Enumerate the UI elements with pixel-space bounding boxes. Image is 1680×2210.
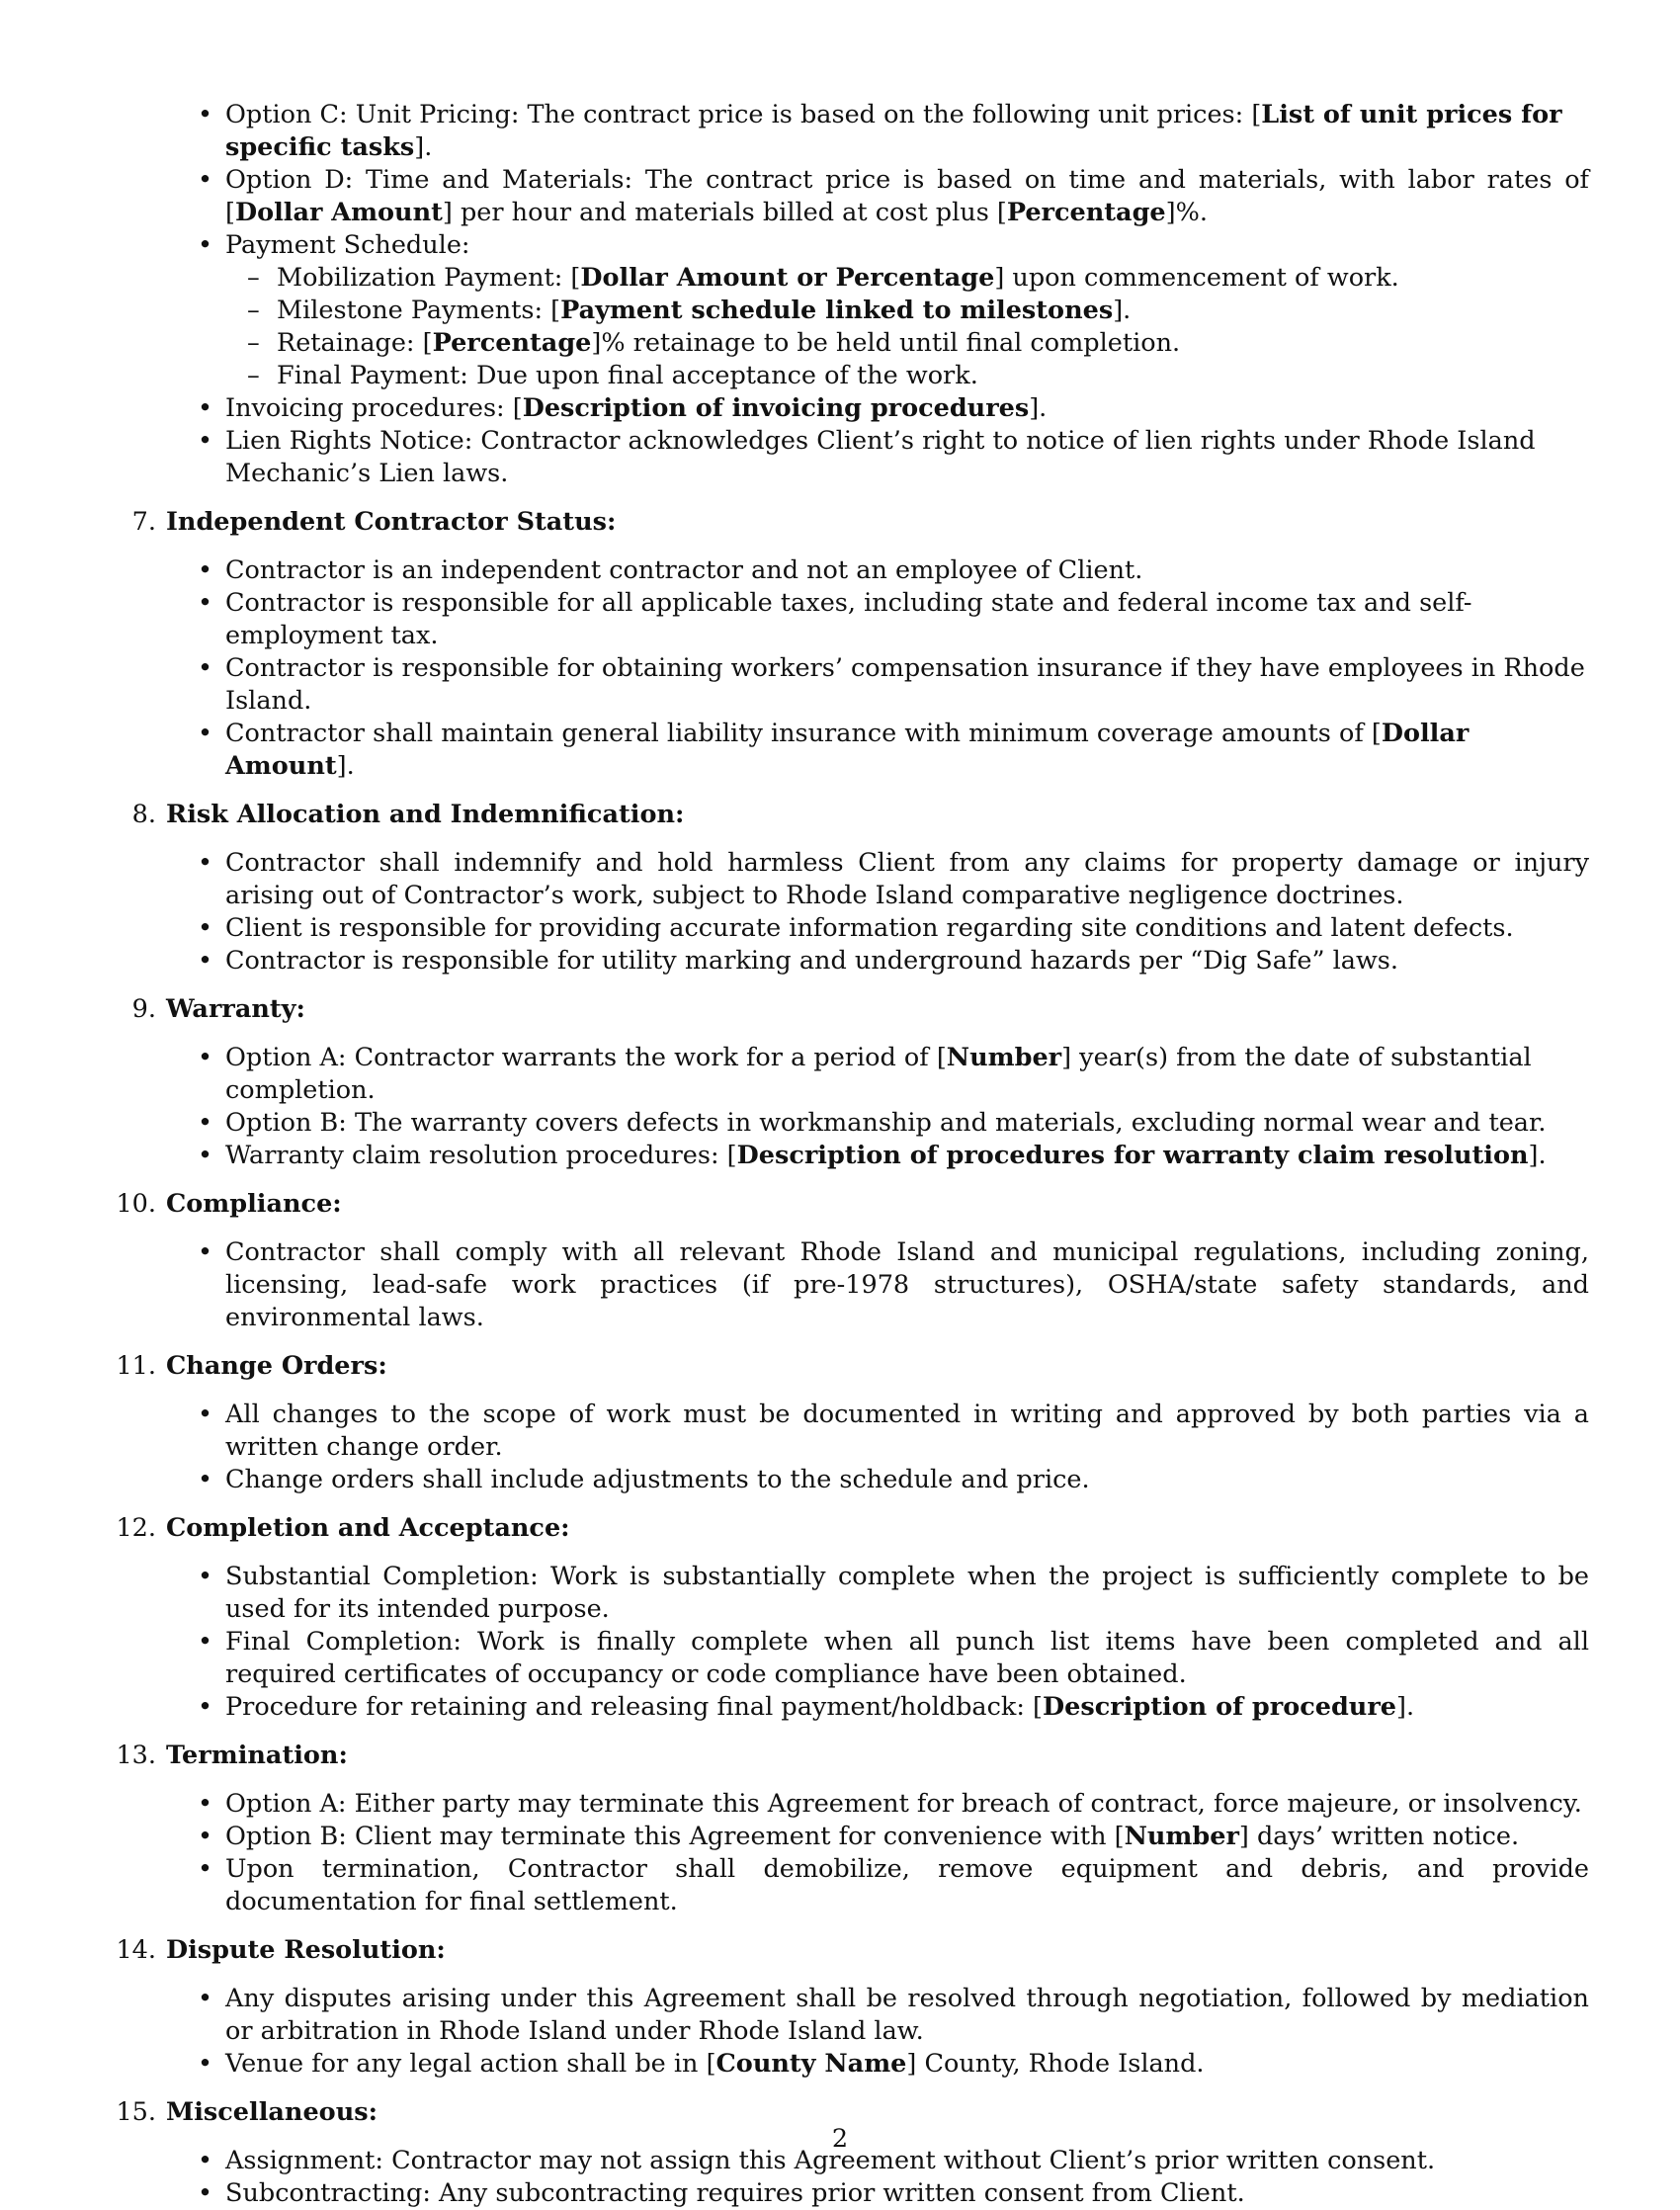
list-item: • Client is responsible for providing accurate information regarding site conditions and latent defects. [0,912,1680,945]
list-item: • Option B: The warranty covers defects in workmanship and materials, excluding normal wear and tear. [0,1107,1680,1140]
list-item: • Contractor is responsible for utility marking and underground hazards per “Dig Safe” laws. [0,945,1680,978]
sublist-item: – Milestone Payments: [Payment schedule linked to milestones]. [0,295,1589,327]
list-item: • Invoicing procedures: [Description of invoicing procedures]. [0,392,1680,425]
section-11-list [0,1399,1680,1496]
list-item: • Warranty claim resolution procedures: [Description of procedures for warranty claim resolution]. [0,1140,1680,1172]
sublist-item: – Mobilization Payment: [Dollar Amount or Percentage] upon commencement of work. [0,262,1589,295]
list-item: • Contractor shall comply with all relevant Rhode Island and municipal regulations, including zoning, licensing, lead-safe work practices (if pre-1978 structures), OSHA/state safety standards, and environmental laws. [0,1236,1680,1334]
section-heading: 13. Termination: [116,1741,348,1770]
list-item: • Payment Schedule: – Mobilization Payment: [Dollar Amount or Percentage] upon commencement of work. – Milestone Payments: [Payment schedule linked to milestones]. – Retainage: [Percentage]% retainage to be held until final completion. – Final Payment: Due upon final acceptance of the work. [0,229,1680,392]
list-item: • Any disputes arising under this Agreement shall be resolved through negotiation, followed by mediation or arbitration in Rhode Island under Rhode Island law. [0,1983,1680,2048]
list-item: • Change orders shall include adjustments to the schedule and price. [0,1464,1680,1496]
section-heading: 14. Dispute Resolution: [116,1935,446,1965]
document-page [0,99,1680,2210]
list-item: • Assignment: Contractor may not assign this Agreement without Client’s prior written consent. [0,2145,1680,2177]
section-13-list [0,1788,1680,1918]
list-item: • Final Completion: Work is finally complete when all punch list items have been completed and all required certificates of occupancy or code compliance have been obtained. [0,1626,1680,1691]
list-item: • Option C: Unit Pricing: The contract price is based on the following unit prices: [List of unit prices for specific tasks]. [0,99,1680,164]
list-item: • Procedure for retaining and releasing final payment/holdback: [Description of procedure]. [0,1691,1680,1724]
section-heading: 15. Miscellaneous: [116,2097,378,2127]
list-item: • Option B: Client may terminate this Agreement for convenience with [Number] days’ written notice. [0,1821,1680,1853]
list-item: • Venue for any legal action shall be in [County Name] County, Rhode Island. [0,2048,1680,2081]
page-number: 2 [831,2124,849,2154]
list-item: • Contractor shall indemnify and hold harmless Client from any claims for property damage or injury arising out of Contractor’s work, subject to Rhode Island comparative negligence doctrines. [0,847,1680,912]
list-item: • Contractor is an independent contractor and not an employee of Client. [0,554,1680,587]
list-item: • Contractor shall maintain general liability insurance with minimum coverage amounts of [Dollar Amount]. [0,718,1680,783]
payment-options-list [0,99,1680,490]
list-item: • Contractor is responsible for obtaining workers’ compensation insurance if they have employees in Rhode Island. [0,652,1680,718]
section-heading: 9. Warranty: [131,994,305,1024]
sublist-item: – Retainage: [Percentage]% retainage to be held until final completion. [0,327,1589,360]
section-heading: 8. Risk Allocation and Indemnification: [131,800,685,829]
list-item: • Subcontracting: Any subcontracting requires prior written consent from Client. [0,2177,1680,2210]
section-heading: 12. Completion and Acceptance: [116,1513,570,1543]
list-item: • Upon termination, Contractor shall demobilize, remove equipment and debris, and provide documentation for final settlement. [0,1853,1680,1918]
list-item: • Option A: Contractor warrants the work for a period of [Number] year(s) from the date of substantial completion. [0,1042,1680,1107]
section-heading: 10. Compliance: [116,1189,342,1219]
section-heading: 11. Change Orders: [116,1351,387,1381]
section-10-list [0,1236,1680,1334]
section-14-list [0,1983,1680,2081]
sublist-item: – Final Payment: Due upon final acceptance of the work. [0,360,1589,392]
list-item: • Substantial Completion: Work is substantially complete when the project is sufficiently complete to be used for its intended purpose. [0,1561,1680,1626]
list-item: • Option D: Time and Materials: The contract price is based on time and materials, with labor rates of [Dollar Amount] per hour and materials billed at cost plus [Percentage]%. [0,164,1680,229]
list-item: • All changes to the scope of work must be documented in writing and approved by both parties via a written change order. [0,1399,1680,1464]
section-8-list [0,847,1680,978]
section-heading: 7. Independent Contractor Status: [131,507,617,537]
list-item: • Contractor is responsible for all applicable taxes, including state and federal income tax and self-employment tax. [0,587,1680,652]
list-item: • Lien Rights Notice: Contractor acknowledges Client’s right to notice of lien rights under Rhode Island Mechanic’s Lien laws. [0,425,1680,490]
section-9-list [0,1042,1680,1172]
section-12-list [0,1561,1680,1724]
payment-schedule-sublist [0,262,1589,392]
section-7-list [0,554,1680,783]
list-item: • Option A: Either party may terminate this Agreement for breach of contract, force majeure, or insolvency. [0,1788,1680,1821]
